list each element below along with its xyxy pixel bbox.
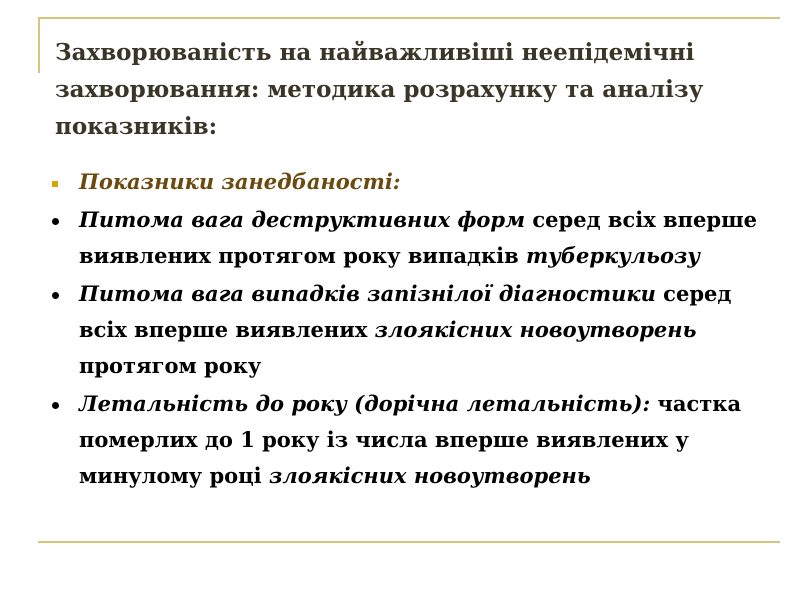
bottom-divider	[38, 541, 780, 543]
square-bullet-icon	[52, 181, 58, 187]
item-italic-2: злоякісних новоутворень	[268, 463, 591, 488]
item-italic-2: туберкульозу	[526, 243, 700, 268]
list-heading-item	[45, 164, 765, 200]
item-text: серед всіх вперше виявлених	[79, 281, 732, 342]
bullet-icon	[52, 292, 59, 299]
item-text: частка померлих до 1 року із числа вперше виявлених у минулому році	[79, 391, 742, 488]
item-text-2: протягом року	[79, 353, 262, 378]
item-text: серед всіх вперше виявлених протягом року випадків	[79, 207, 757, 268]
list-heading-text: Показники занедбаності:	[79, 169, 401, 194]
list-item	[45, 276, 765, 384]
item-italic: Летальність до року (дорічна летальність):	[79, 391, 651, 416]
item-italic-2: злоякісних новоутворень	[374, 317, 697, 342]
bullet-list	[45, 164, 765, 494]
left-divider	[38, 17, 40, 73]
top-divider	[38, 17, 780, 19]
bullet-icon	[52, 402, 59, 409]
bullet-icon	[52, 218, 59, 225]
item-italic: Питома вага випадків запізнілої діагностики	[79, 281, 656, 306]
item-italic: Питома вага деструктивних форм	[79, 207, 526, 232]
list-item	[45, 386, 765, 494]
slide-title: Захворюваність на найважливіші неепідемічні захворювання: методика розрахунку та аналізу показників:	[55, 39, 704, 140]
list-item	[45, 202, 765, 274]
